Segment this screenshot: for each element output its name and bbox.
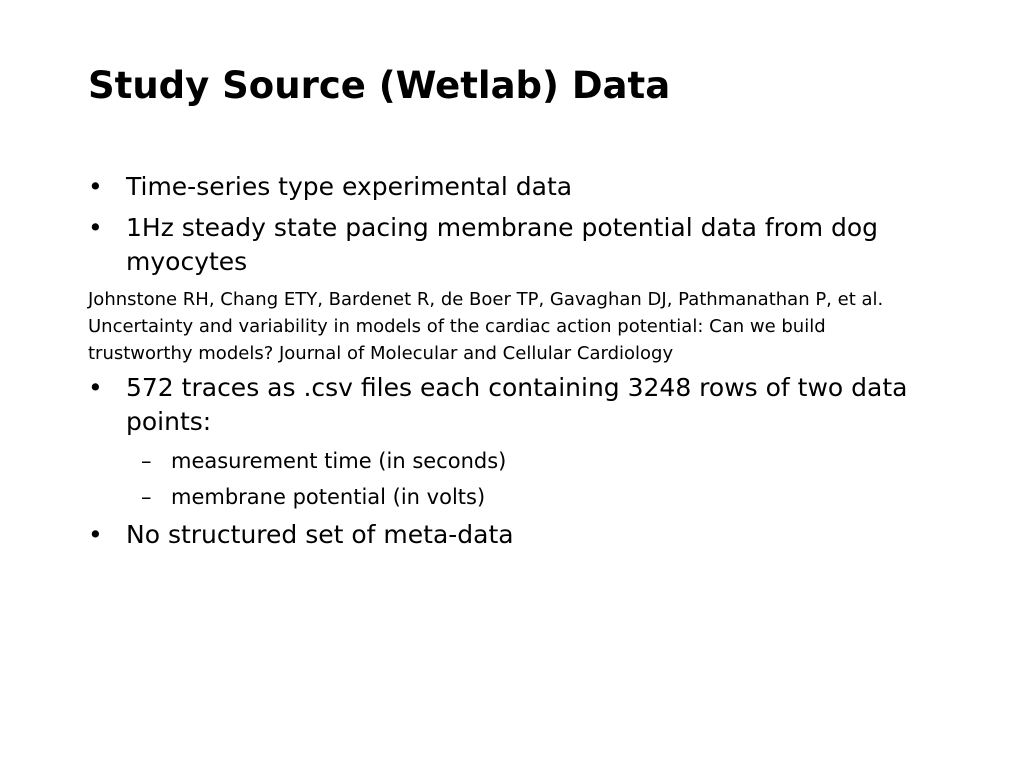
sub-bullet-marker: –: [141, 449, 152, 473]
bullet-marker: •: [88, 520, 103, 549]
sub-bullet-marker: –: [141, 485, 152, 509]
bullet-text: Time-series type experimental data: [126, 172, 573, 201]
bullet-text: 572 traces as .csv files each containing 3248 rows of two data points:: [126, 373, 908, 436]
bullet-marker: •: [88, 172, 103, 201]
slide-body: [88, 170, 948, 559]
bullet-marker: •: [88, 373, 103, 402]
bullet-text: 1Hz steady state pacing membrane potential data from dog myocytes: [126, 213, 879, 276]
bullet-item: [88, 371, 948, 439]
citation-text: Johnstone RH, Chang ETY, Bardenet R, de Boer TP, Gavaghan DJ, Pathmanathan P, et al. Uncertainty and variability in models of the cardiac action potential: Can we build trustworthy models? Journal of Molecular and Cellular Cardiology: [88, 289, 884, 364]
slide-title: Study Source (Wetlab) Data: [88, 64, 671, 107]
bullet-item: [88, 518, 948, 552]
bullet-marker: •: [88, 213, 103, 242]
bullet-item: [88, 170, 948, 204]
bullet-text: No structured set of meta-data: [126, 520, 514, 549]
sub-bullet-item: [88, 446, 948, 476]
sub-bullet-text: membrane potential (in volts): [171, 485, 486, 509]
sub-bullet-item: [88, 482, 948, 512]
bullet-item: [88, 211, 948, 279]
sub-bullet-text: measurement time (in seconds): [171, 449, 507, 473]
